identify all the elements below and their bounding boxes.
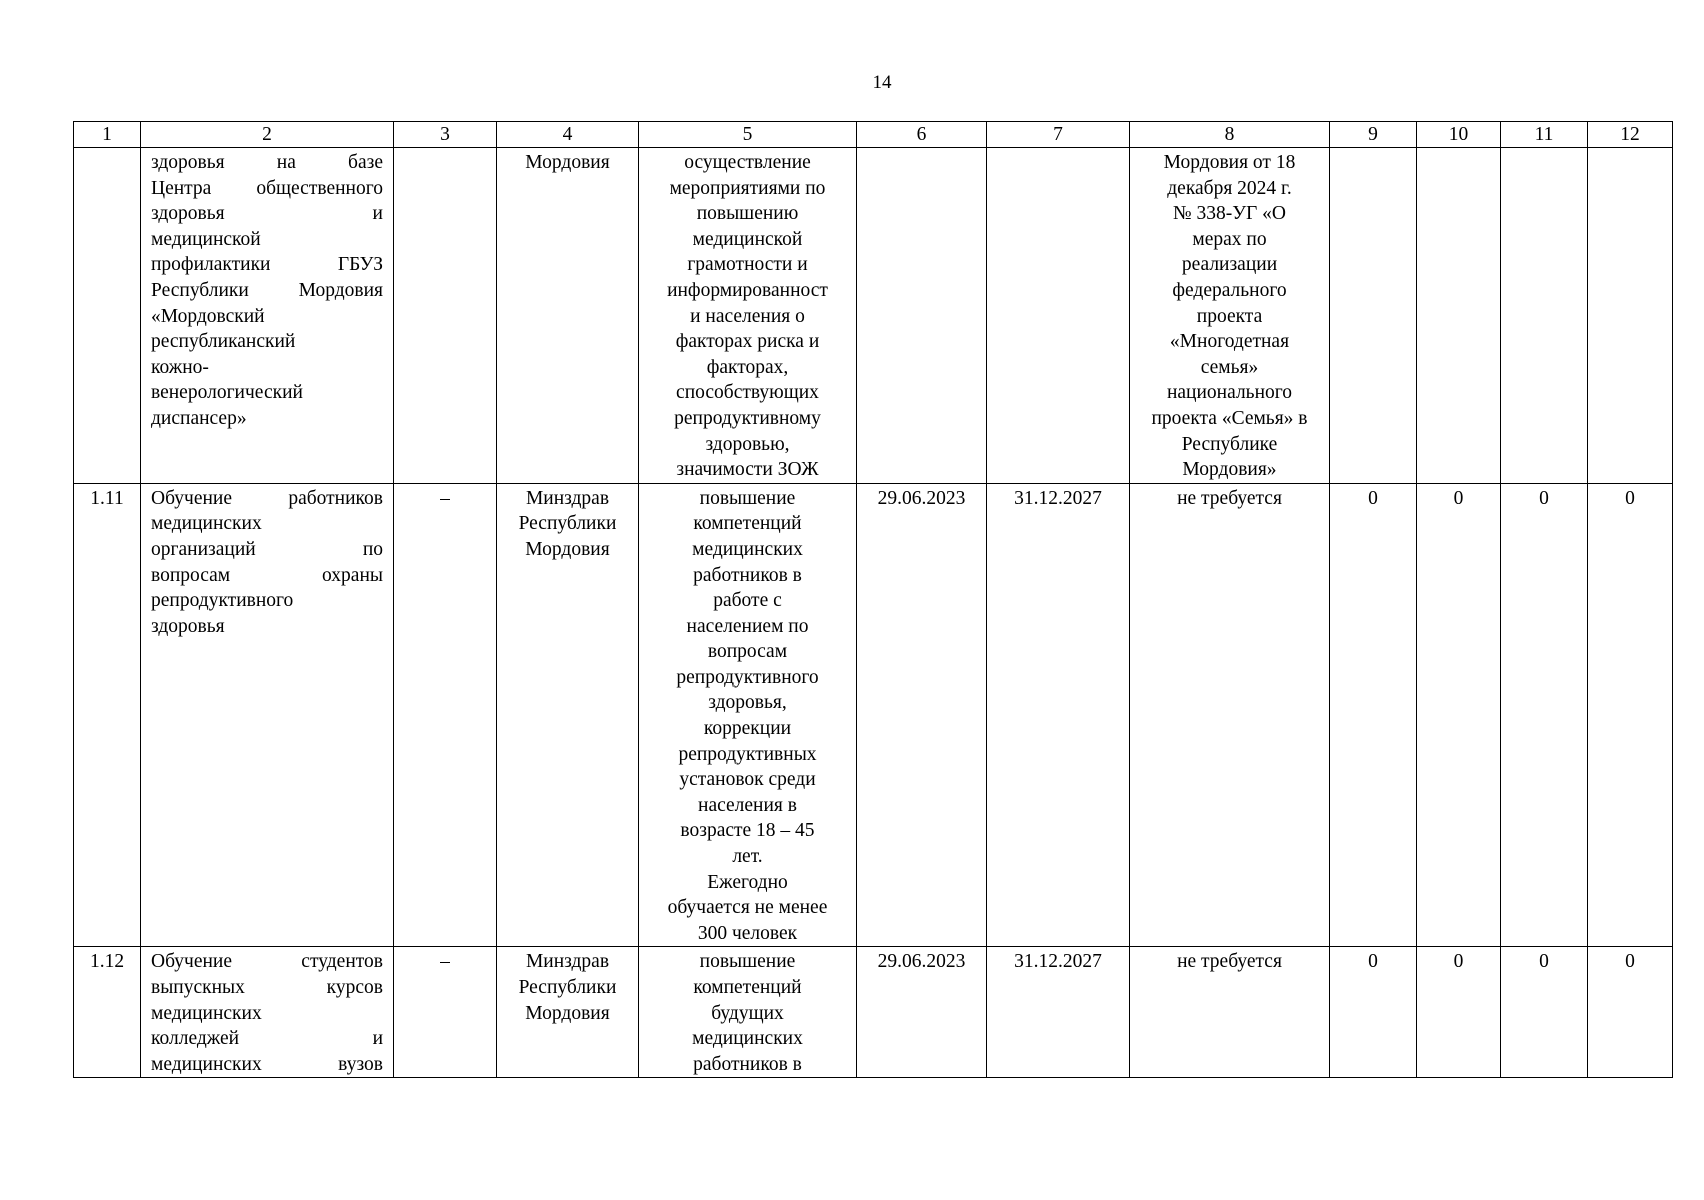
column-numbers-row	[74, 122, 1673, 148]
end-date-cell: 31.12.2027	[987, 483, 1130, 947]
value-cell: 0	[1330, 947, 1417, 1078]
column-header: 9	[1330, 122, 1417, 148]
measure-name-line: Центра общественного	[151, 177, 383, 199]
measure-name-line: организаций по	[151, 538, 383, 560]
measure-name-line: здоровья и	[151, 203, 383, 225]
measure-name-cell	[141, 148, 394, 484]
column-header: 2	[141, 122, 394, 148]
measure-name-line: медицинских вузов	[151, 1053, 383, 1075]
result-cell: повышение компетенций будущих медицинских работников в	[639, 947, 857, 1078]
result-cell: повышение компетенций медицинских работников в работе с населением по вопросам репродуктивного здоровья, коррекции репродуктивных установок среди населения в возрасте 18 – 45 лет. Ежегодно обучается не менее 300 человек	[639, 483, 857, 947]
table-row	[74, 483, 1673, 947]
document-cell: не требуется	[1130, 947, 1330, 1078]
col3-cell: –	[394, 483, 497, 947]
measure-name-line: здоровья	[151, 615, 225, 637]
value-cell: 0	[1588, 947, 1673, 1078]
end-date-cell	[987, 148, 1130, 484]
column-header: 12	[1588, 122, 1673, 148]
row-number-cell: 1.12	[74, 947, 141, 1078]
column-header: 6	[857, 122, 987, 148]
document-cell: не требуется	[1130, 483, 1330, 947]
value-cell: 0	[1417, 483, 1501, 947]
measure-name-line: медицинских	[151, 1002, 262, 1024]
measure-name-line: республиканский	[151, 331, 296, 353]
start-date-cell	[857, 148, 987, 484]
measure-name-line: колледжей и	[151, 1028, 383, 1050]
column-header: 10	[1417, 122, 1501, 148]
column-header: 1	[74, 122, 141, 148]
col3-cell	[394, 148, 497, 484]
column-header: 4	[497, 122, 639, 148]
value-cell	[1417, 148, 1501, 484]
column-header: 3	[394, 122, 497, 148]
col3-cell: –	[394, 947, 497, 1078]
table-row	[74, 947, 1673, 1078]
measure-name-line: репродуктивного	[151, 590, 294, 612]
column-header: 7	[987, 122, 1130, 148]
value-cell: 0	[1501, 483, 1588, 947]
measure-name-line: медицинской	[151, 228, 261, 250]
end-date-cell: 31.12.2027	[987, 947, 1130, 1078]
result-cell: осуществление мероприятиями по повышению медицинской грамотности и информированност и населения о факторах риска и факторах, способствующих репродуктивному здоровью, значимости ЗОЖ	[639, 148, 857, 484]
measures-table	[73, 121, 1673, 1078]
page-number: 14	[872, 72, 892, 93]
measure-name-line: венерологический	[151, 382, 303, 404]
value-cell	[1588, 148, 1673, 484]
measure-name-line: «Мордовский	[151, 305, 265, 327]
measure-name-line: профилактики ГБУЗ	[151, 254, 383, 276]
measure-name-line: медицинских	[151, 513, 262, 535]
measure-name-cell	[141, 947, 394, 1078]
table-row	[74, 148, 1673, 484]
start-date-cell: 29.06.2023	[857, 483, 987, 947]
measure-name-line: Обучение работников	[151, 487, 383, 509]
value-cell: 0	[1330, 483, 1417, 947]
column-header: 8	[1130, 122, 1330, 148]
value-cell: 0	[1417, 947, 1501, 1078]
measure-name-line: диспансер»	[151, 407, 247, 429]
executor-cell: Минздрав Республики Мордовия	[497, 483, 639, 947]
value-cell	[1330, 148, 1417, 484]
measure-name-line: выпускных курсов	[151, 977, 383, 998]
row-number-cell: 1.11	[74, 483, 141, 947]
measure-name-line: кожно-	[151, 356, 209, 378]
value-cell	[1501, 148, 1588, 484]
measure-name-cell	[141, 483, 394, 947]
start-date-cell: 29.06.2023	[857, 947, 987, 1078]
measure-name-line: Республики Мордовия	[151, 279, 383, 301]
document-cell: Мордовия от 18 декабря 2024 г. № 338-УГ «О мерах по реализации федерального проекта «Многодетная семья» национального проекта «Семья» в Республике Мордовия»	[1130, 148, 1330, 484]
row-number-cell	[74, 148, 141, 484]
measure-name-line: вопросам охраны	[151, 564, 383, 586]
value-cell: 0	[1501, 947, 1588, 1078]
column-header: 5	[639, 122, 857, 148]
measure-name-line: Обучение студентов	[151, 951, 383, 973]
column-header: 11	[1501, 122, 1588, 148]
executor-cell: Мордовия	[497, 148, 639, 484]
executor-cell: Минздрав Республики Мордовия	[497, 947, 639, 1078]
measure-name-line: здоровья на базе	[151, 152, 383, 173]
value-cell: 0	[1588, 483, 1673, 947]
